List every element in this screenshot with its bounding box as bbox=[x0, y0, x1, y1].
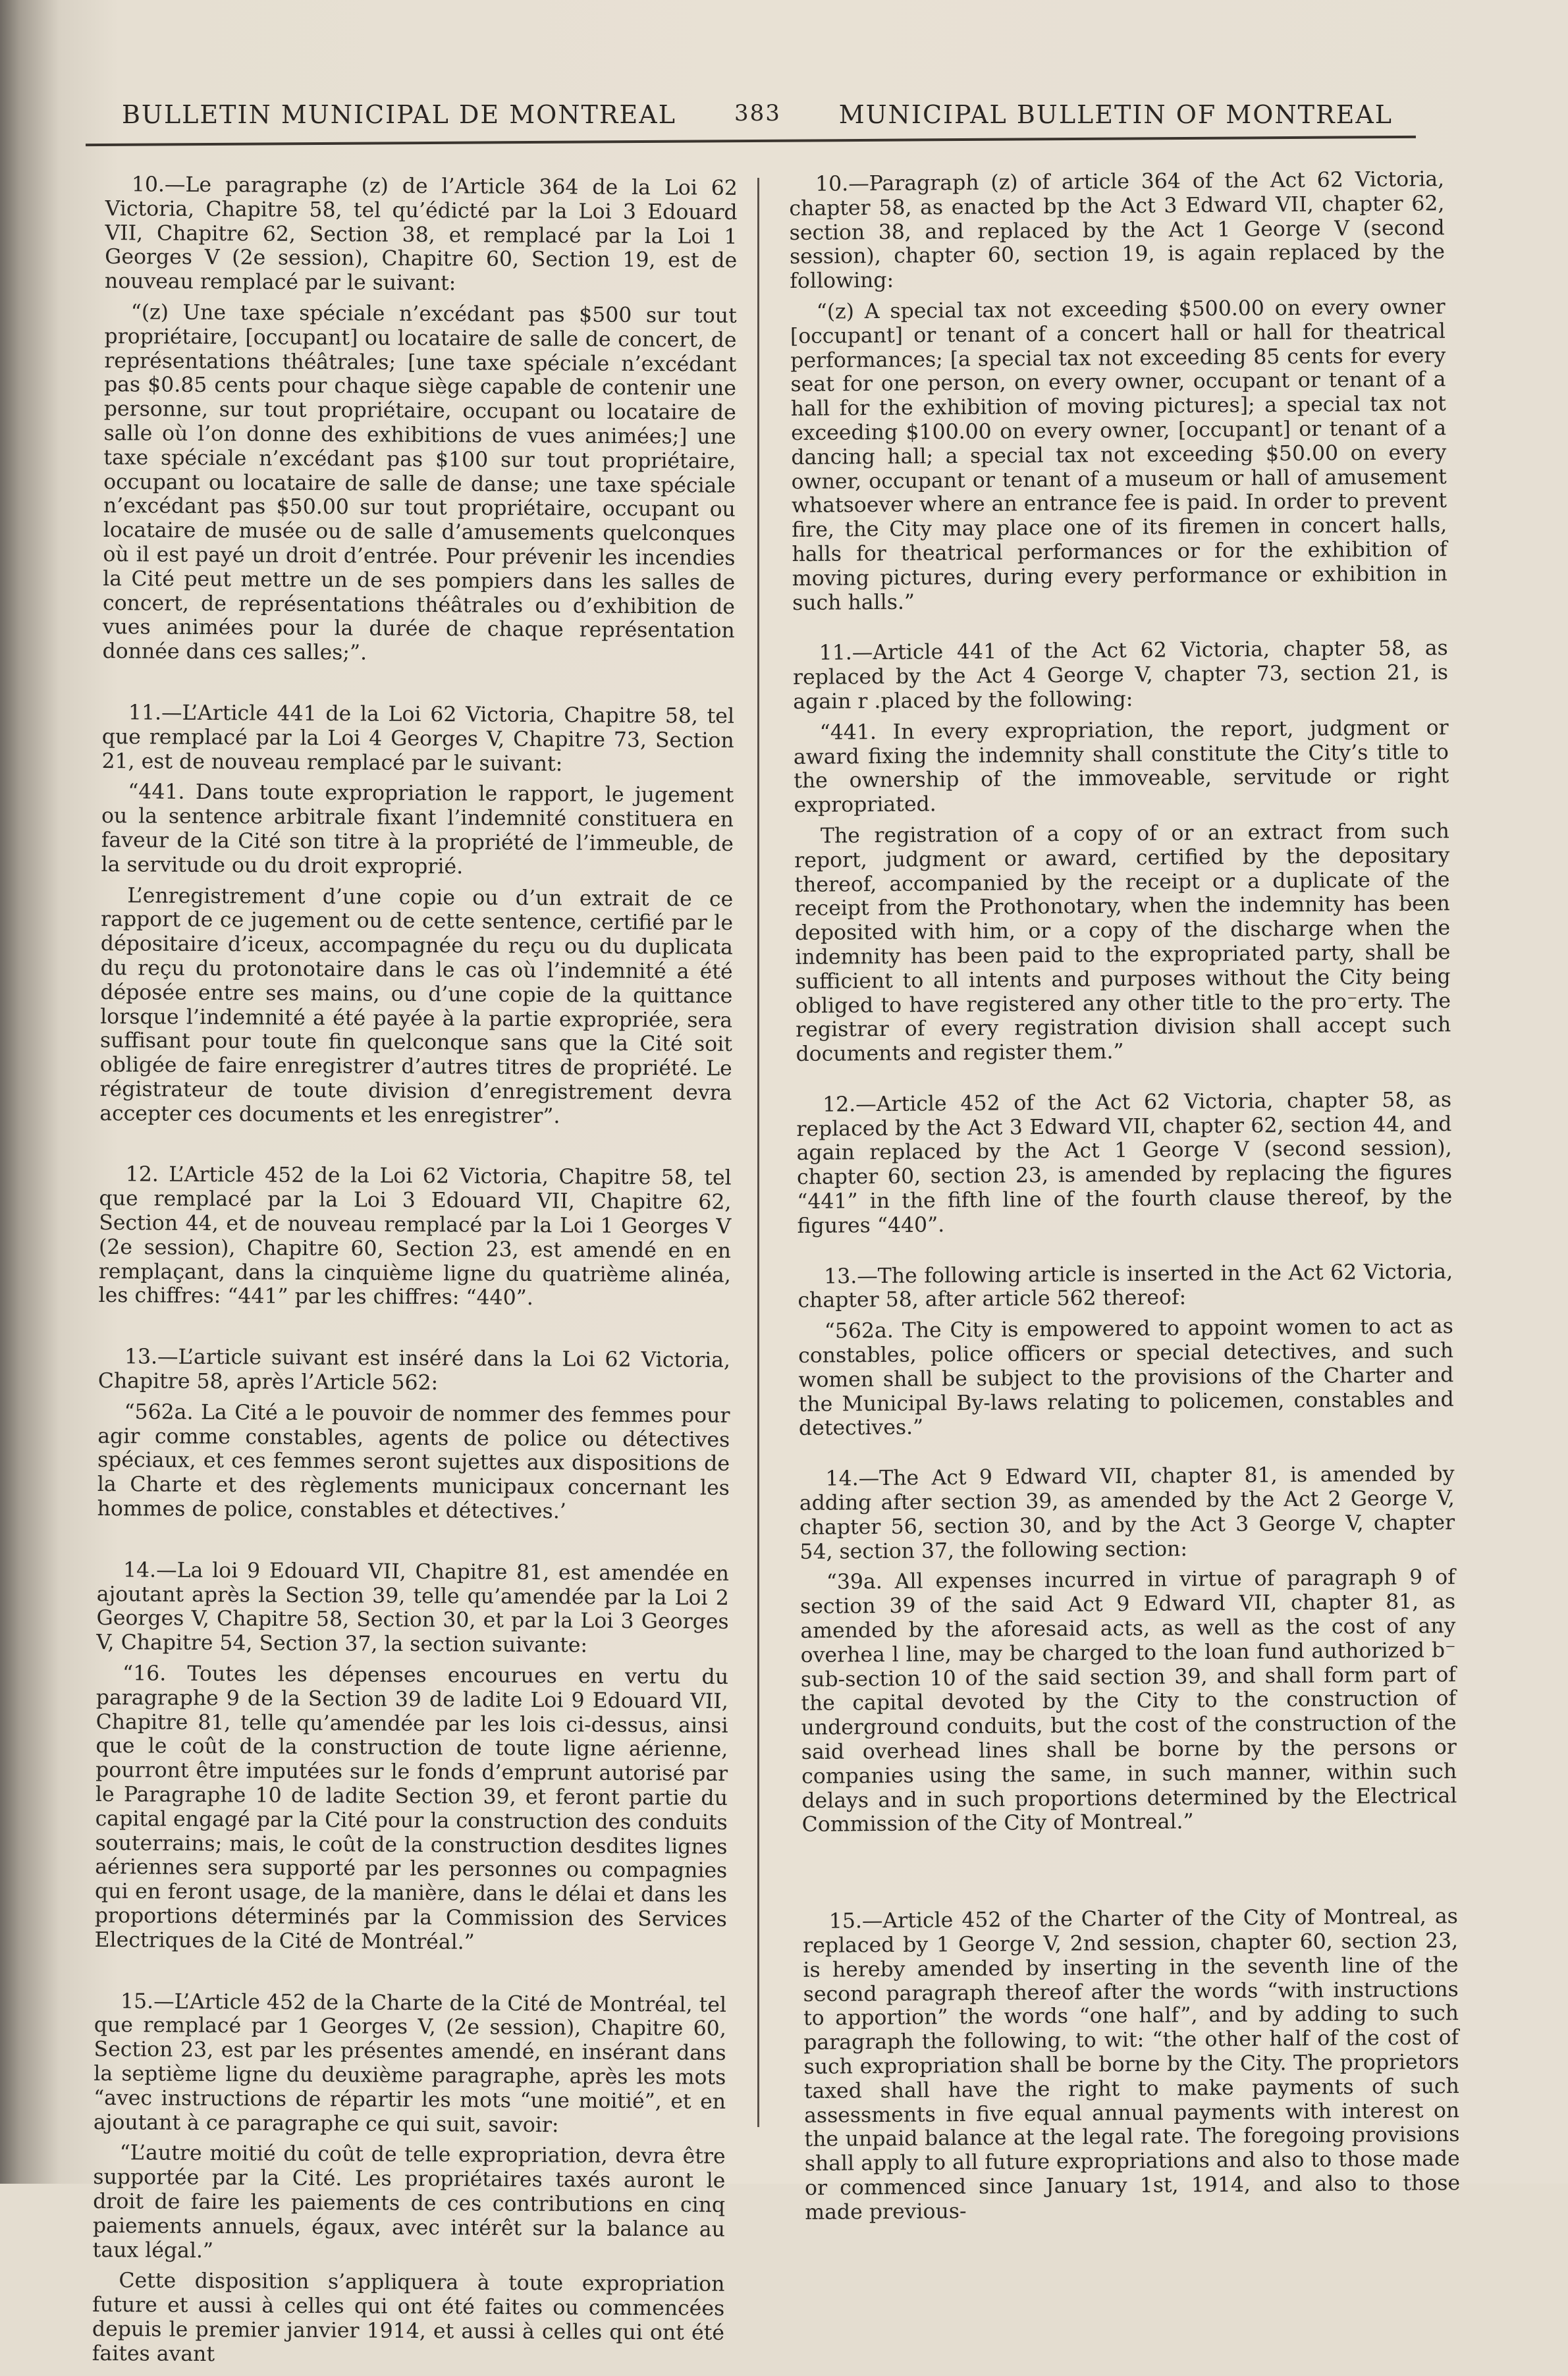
fr-section-15: 15.—L’Article 452 de la Charte de la Cité de Montréal, tel que remplacé par 1 Georges V, (2e session), Chapitre 60, Section 23, est par les présentes amendé, en insérant dans la septième ligne du deuxième paragraphe, après les mots “avec instructions de répartir les mots “une moitié”, et en ajoutant à ce paragraphe ce qui suit, savoir: bbox=[93, 1989, 727, 2137]
en-section-13: 13.—The following article is inserted in the Act 62 Victoria, chapter 58, after article 562 thereof: bbox=[798, 1259, 1453, 1313]
en-section-39a-text: “39a. All expenses incurred in virtue of paragraph 9 of section 39 of the said Act 9 Edward VII, chapter 81, as amended by the aforesaid acts, as well as the cost of any overhea l line, may be charged to the loan fund authorized b⁻ sub-section 10 of the said section 39, and shall form part of the capital devoted by the City to the construction of underground conduits, but the cost of the construction of the said overhead lines shall be borne by the persons or companies using the same, in such manner, within such delays and in such proportions determined by the Electrical Commission of the City of Montreal.” bbox=[799, 1565, 1457, 1837]
fr-section-11: 11.—L’Article 441 de la Loi 62 Victoria, Chapitre 58, tel que remplacé par la Loi 4 Georges V, Chapitre 73, Section 21, est de nouveau remplacé par le suivant: bbox=[101, 701, 735, 776]
fr-section-15-disposition: Cette disposition s’appliquera à toute expropriation future et aussi à celles qui ont été faites ou commencées depuis le premier janvier 1914, et aussi à celles qui ont été faites avant bbox=[92, 2269, 725, 2366]
fr-article-441: “441. Dans toute expropriation le rapport, le jugement ou la sentence arbitrale fixant l’indemnité constituera en faveur de la Cité son titre à la propriété de l’immeuble, de la servitude ou du droit exproprié. bbox=[101, 780, 734, 879]
column-divider bbox=[757, 178, 759, 2127]
fr-article-441-registration: L’enregistrement d’une copie ou d’un extrait de ce rapport de ce jugement ou de cette sentence, certifié par le dépositaire d’iceux, accompagnée du reçu ou du duplicata du reçu du protonotaire dans le cas où l’indemnité a été déposée entre ses mains, ou d’une copie de la quittance lorsque l’indemnité a été payée à la partie expropriée, sera suffisant pour toute fin quelconque sans que la Cité soit obligée de faire enregistrer d’autres titres de propriété. Le régistrateur de toute division d’enregistrement devra accepter ces documents et les enregistrer”. bbox=[99, 883, 734, 1128]
en-section-10: 10.—Paragraph (z) of article 364 of the Act 62 Victoria, chapter 58, as enacted bp the Act 3 Edward VII, chapter 62, section 38, and replaced by the Act 1 George V (second session), chapter 60, section 19, is again replaced by the following: bbox=[789, 167, 1446, 294]
header-english-title: MUNICIPAL BULLETIN OF MONTREAL bbox=[838, 100, 1393, 129]
en-article-562a: “562a. The City is empowered to appoint women to act as constables, police officers or special detectives, and such women shall be subject to the provisions of the Charter and the Municipal By-laws relating to policemen, constables and detectives.” bbox=[798, 1314, 1454, 1441]
header-french-title: BULLETIN MUNICIPAL DE MONTREAL bbox=[122, 100, 676, 129]
english-column bbox=[789, 167, 1461, 2231]
fr-section-15-quote: “L’autre moitié du coût de telle expropriation, devra être supportée par la Cité. Les propriétaires taxés auront le droit de faire les paiements de ces contributions en cinq paiements annuels, égaux, avec intérêt sur la balance au taux légal.” bbox=[92, 2141, 726, 2263]
page-header bbox=[119, 92, 1409, 138]
page-number: 383 bbox=[734, 100, 781, 126]
en-article-441-registration: The registration of a copy of or an extract from such report, judgment or award, certified by the depositary thereof, accompanied by the receipt or a duplicate of the receipt from the Prothonotary, when the indemnity has been deposited with him, or a copy of the discharge when the indemnity has been paid to the expropriated party, shall be sufficient to all intents and purposes without the City being obliged to have registered any other title to the pro⁻erty. The registrar of every registration division shall accept such documents and register them.” bbox=[794, 819, 1451, 1067]
en-section-14: 14.—The Act 9 Edward VII, chapter 81, is amended by adding after section 39, as amended by the Act 2 George V, chapter 56, section 30, and by the Act 3 George V, chapter 54, section 37, the following section: bbox=[799, 1462, 1455, 1564]
en-section-15: 15.—Article 452 of the Charter of the City of Montreal, as replaced by 1 George V, 2nd session, chapter 60, section 23, is hereby amended by inserting in the seventh line of the second paragraph thereof after the words “with instructions to apportion” the words “one half”, and by adding to such paragraph the following, to wit: “the other half of the cost of such expropriation shall be borne by the City. The proprietors taxed shall have the right to make payments of such assessments in five equal annual payments with interest on the unpaid balance at the legal rate. The foregoing provisions shall apply to all future expropriations and also to those made or commenced since January 1st, 1914, and also to those made previous- bbox=[803, 1904, 1461, 2225]
en-section-12: 12.—Article 452 of the Act 62 Victoria, chapter 58, as replaced by the Act 3 Edward VII, chapter 62, section 44, and again replaced by the Act 1 George V (second session), chapter 60, section 23, is amended by replacing the figures “441” in the fifth line of the fourth clause thereof, by the figures “440”. bbox=[796, 1088, 1453, 1238]
en-section-10-text: “(z) A special tax not exceeding $500.00 on every owner [occupant] or tenant of a concert hall or hall for theatrical performances; [a special tax not exceeding 85 cents for every seat for one person, on every owner, occupant or tenant of a hall for the exhibition of moving pictures]; a special tax not exceeding $100.00 on every owner, [occupant] or tenant of a dancing hall; a special tax not exceeding $50.00 on every owner, occupant or tenant of a museum or hall of amusement whatsoever where an entrance fee is paid. In order to prevent fire, the City may place one of its firemen in concert halls, halls for theatrical performances or for the exhibition of moving pictures, during every performance or exhibition in such halls.” bbox=[790, 295, 1447, 615]
en-article-441: “441. In every expropriation, the report, judgment or award fixing the indemnity shall constitute the City’s title to the ownership of the immoveable, servitude or right expropriated. bbox=[793, 715, 1449, 818]
fr-article-562a: “562a. La Cité a le pouvoir de nommer des femmes pour agir comme constables, agents de police ou détectives spéciaux, et ces femmes seront sujettes aux dispositions de la Charte et des règlements municipaux concernant les hommes de police, constables et détectives.’ bbox=[97, 1400, 730, 1524]
fr-section-13: 13.—L’article suivant est inséré dans la Loi 62 Victoria, Chapitre 58, après l’Article 562: bbox=[97, 1345, 731, 1395]
fr-section-10-text: “(z) Une taxe spéciale n’excédant pas $500 sur tout propriétaire, [occupant] ou locataire de salle de concert, de représentations théâtrales; [une taxe spéciale n’excédant pas $0.85 cents pour chaque siège capable de contenir une personne, sur tout propriétaire, occupant ou locataire de salle où l’on donne des exhibitions de vues animées;] une taxe spéciale n’excédant pas $100 sur tout propriétaire, occupant ou locataire de salle de danse; une taxe spéciale n’excédant pas $50.00 sur tout propriétaire, occupant ou locataire de musée ou de salle d’amusements quelconques où il est payé un droit d’entrée. Pour prévenir les incendies la Cité peut mettre un de ses pompiers dans les salles de concert, de représentations théâtrales ou d’exhibition de vues animées pour la durée de chaque représentation donnée dans ces salles;”. bbox=[102, 300, 737, 665]
en-section-11: 11.—Article 441 of the Act 62 Victoria, chapter 58, as replaced by the Act 4 George V, chapter 73, section 21, is again r .placed by the following: bbox=[792, 636, 1449, 714]
fr-section-10: 10.—Le paragraphe (z) de l’Article 364 de la Loi 62 Victoria, Chapitre 58, tel qu’édicté par la Loi 3 Edouard VII, Chapitre 62, Section 38, et remplacé par la Loi 1 Georges V (2e session), Chapitre 60, Section 19, est de nouveau remplacé par le suivant: bbox=[104, 173, 738, 296]
fr-section-12: 12. L’Article 452 de la Loi 62 Victoria, Chapitre 58, tel que remplacé par la Loi 3 Edouard VII, Chapitre 62, Section 44, et de nouveau remplacé par la Loi 1 Georges V (2e session), Chapitre 60, Section 23, est amendé en en remplaçant, dans la cinquième ligne du quatrième alinéa, les chiffres: “441” par les chiffres: “440”. bbox=[98, 1162, 732, 1310]
fr-section-16-text: “16. Toutes les dépenses encourues en vertu du paragraphe 9 de la Section 39 de ladite Loi 9 Edouard VII, Chapitre 81, telle qu’amendée par les lois ci-dessus, ainsi que le coût de la construction de toute ligne aérienne, pourront être imputées sur le fonds d’emprunt autorisé par le Paragraphe 10 de ladite Section 39, et feront partie du capital engagé par la Cité pour la construction des conduits souterrains; mais, le coût de la construction desdites lignes aériennes sera supporté par les personnes ou compagnies qui en feront usage, de la manière, dans le délai et dans les proportions déterminés par la Commission des Services Electriques de la Cité de Montréal.” bbox=[94, 1661, 729, 1955]
fr-section-14: 14.—La loi 9 Edouard VII, Chapitre 81, est amendée en ajoutant après la Section 39, telle qu’amendée par la Loi 2 Georges V, Chapitre 58, Section 30, et par la Loi 3 Georges V, Chapitre 54, Section 37, la section suivante: bbox=[96, 1558, 730, 1658]
french-column bbox=[92, 173, 738, 2376]
